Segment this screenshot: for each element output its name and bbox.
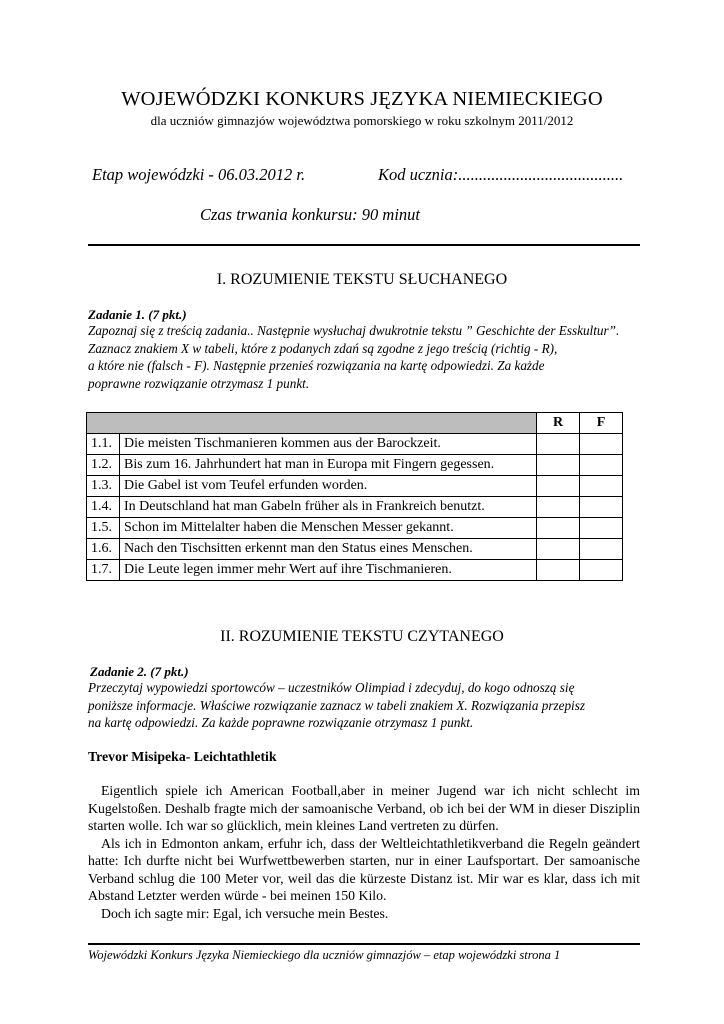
header-blank-cell [87,413,537,434]
answer-cell-f[interactable] [580,434,623,455]
row-statement: Die Gabel ist vom Teufel erfunden worden. [120,476,537,497]
header-divider [88,244,640,246]
duration-text: Czas trwania konkursu: 90 minut [200,205,421,224]
section1-heading: I. ROZUMIENIE TEKSTU SŁUCHANEGO [216,271,508,288]
task2-line: na kartę odpowiedzi. Za każde poprawne rozwiązanie otrzymasz 1 punkt. [88,715,474,731]
row-number: 1.1. [87,434,120,455]
task1-title: Zadanie 1. (7 pkt.) [88,307,187,322]
table-row [87,434,623,455]
answer-cell-f[interactable] [580,476,623,497]
statement-paragraph: Doch ich sagte mir: Egal, ich versuche mein Bestes. [101,905,389,921]
row-number: 1.4. [87,497,120,518]
table-row [87,539,623,560]
task1-line: a które nie (falsch - F). Następnie przenieś rozwiązania na kartę odpowiedzi. Za każde [88,358,545,374]
row-number: 1.2. [87,455,120,476]
task1-line: Zapoznaj się z treścią zadania.. Następnie wysłuchaj dwukrotnie tekstu ” Geschichte der Esskultur”. [88,323,620,338]
athlete-heading: Trevor Misipeka- Leichtathletik [88,749,277,764]
table-header-row [87,413,623,434]
column-r-header: R [537,413,580,434]
task2-line: poniższe informacje. Właściwe rozwiązanie zaznacz w tabeli znakiem X. Rozwiązania przepisz [88,697,585,713]
row-number: 1.7. [87,560,120,581]
task2-line: Przeczytaj wypowiedzi sportowców – uczestników Olimpiad i zdecyduj, do kogo odnoszą się [88,680,575,695]
page-footer: Wojewódzki Konkurs Języka Niemieckiego dla uczniów gimnazjów – etap wojewódzki strona 1 [88,948,561,962]
table-row [87,476,623,497]
answer-cell-r[interactable] [537,476,580,497]
row-statement: In Deutschland hat man Gabeln früher als in Frankreich benutzt. [120,497,537,518]
stage-date: Etap wojewódzki - 06.03.2012 r. [92,165,306,184]
table-row [87,518,623,539]
row-statement: Die Leute legen immer mehr Wert auf ihre Tischmanieren. [120,560,537,581]
table-row [87,497,623,518]
answer-cell-f[interactable] [580,518,623,539]
answer-cell-f[interactable] [580,497,623,518]
athlete-statement [88,782,640,922]
row-statement: Nach den Tischsitten erkennt man den Status eines Menschen. [120,539,537,560]
task1-line: Zaznacz znakiem X w tabeli, które z podanych zdań są zgodne z jego treścią (richtig - R), [88,340,558,356]
answer-cell-f[interactable] [580,539,623,560]
row-statement: Bis zum 16. Jahrhundert hat man in Europa mit Fingern gegessen. [120,455,537,476]
answer-cell-r[interactable] [537,518,580,539]
row-number: 1.6. [87,539,120,560]
answer-cell-r[interactable] [537,497,580,518]
row-number: 1.5. [87,518,120,539]
student-code-field: Kod ucznia:........................................ [378,165,624,184]
true-false-table [86,412,623,581]
document-subtitle: dla uczniów gimnazjów województwa pomorskiego w roku szkolnym 2011/2012 [150,113,574,128]
statement-paragraph: Als ich in Edmonton ankam, erfuhr ich, dass der Weltleichtathletikverband die Regeln geändert hatte: Ich durfte nicht bei Wurfwettbewerben starten, nur in einer Laufsportart. Der samoanische Verband schlug die 100 Meter vor, weil das die kürzeste Distanz ist. Mir war es klar, dass ich mit Abstand Letzter werden würde - bei meinen 150 Kilo. [88,835,640,903]
task2-title: Zadanie 2. (7 pkt.) [90,664,189,679]
statement-paragraph: Eigentlich spiele ich American Football,aber in meiner Jugend war ich nicht schlecht im Kugelstoßen. Deshalb fragte mich der samoanische Verband, ob ich bei der WM in dieser Disziplin starten wolle. Ich war so glücklich, mein kleines Land vertreten zu dürfen. [88,783,640,833]
section2-heading: II. ROZUMIENIE TEKSTU CZYTANEGO [220,628,504,645]
task1-instructions [88,322,640,392]
answer-cell-r[interactable] [537,560,580,581]
row-number: 1.3. [87,476,120,497]
document-title: WOJEWÓDZKI KONKURS JĘZYKA NIEMIECKIEGO [121,88,603,110]
row-statement: Die meisten Tischmanieren kommen aus der Barockzeit. [120,434,537,455]
answer-cell-r[interactable] [537,434,580,455]
row-statement: Schon im Mittelalter haben die Menschen Messer gekannt. [120,518,537,539]
task1-line: poprawne rozwiązanie otrzymasz 1 punkt. [88,375,310,391]
table-row [87,560,623,581]
footer-divider [88,943,640,945]
answer-cell-r[interactable] [537,455,580,476]
column-f-header: F [580,413,623,434]
answer-cell-f[interactable] [580,560,623,581]
answer-cell-f[interactable] [580,455,623,476]
table-row [87,455,623,476]
task2-instructions [88,679,640,732]
answer-cell-r[interactable] [537,539,580,560]
